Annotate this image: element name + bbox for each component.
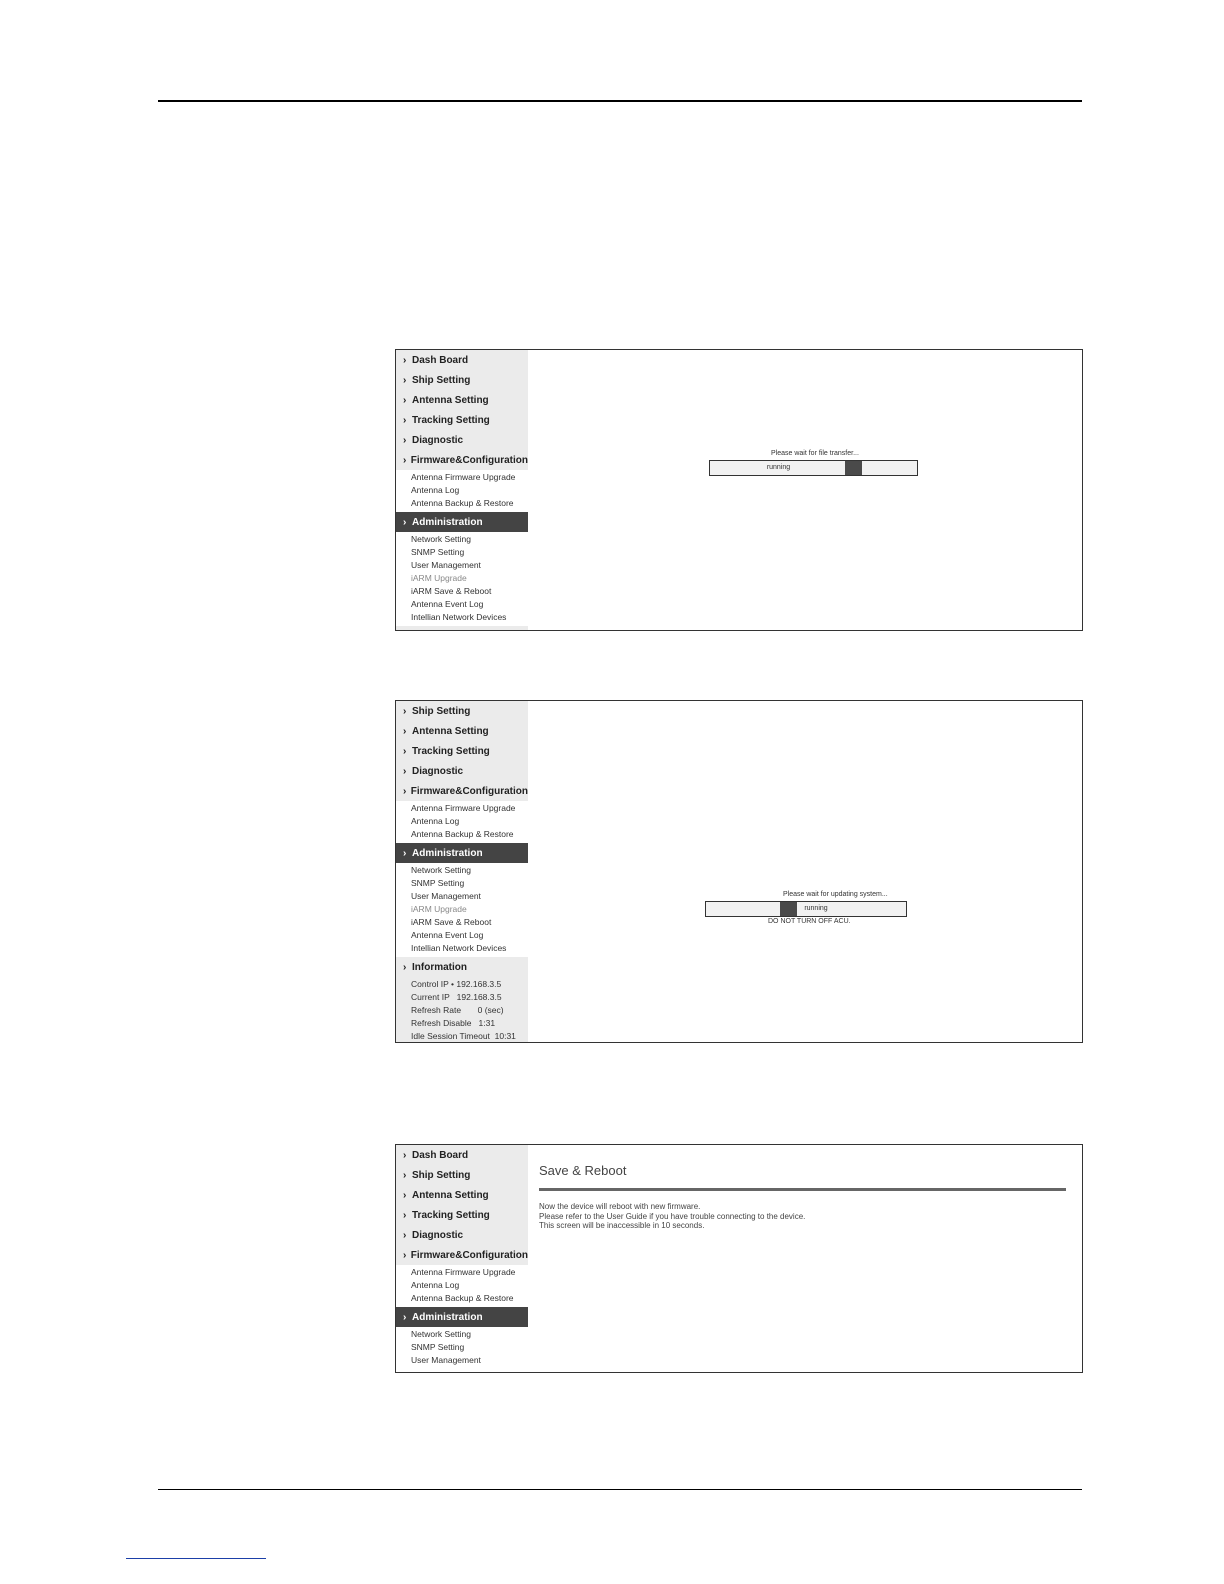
progress-label: running bbox=[766, 464, 791, 471]
submenu-item[interactable]: iARM Save & Reboot bbox=[411, 586, 492, 596]
chevron-right-icon: › bbox=[403, 847, 407, 859]
nav-firmware-configuration[interactable]: › Firmware&Configuration bbox=[396, 450, 528, 470]
firmware-submenu bbox=[396, 470, 528, 512]
submenu-item[interactable]: User Management bbox=[411, 891, 481, 901]
chevron-right-icon: › bbox=[403, 1229, 407, 1241]
chevron-right-icon: › bbox=[403, 434, 407, 446]
nav-administration[interactable]: › Administration bbox=[396, 1307, 528, 1327]
chevron-right-icon: › bbox=[403, 1149, 407, 1161]
chevron-right-icon: › bbox=[403, 1249, 407, 1261]
chevron-right-icon: › bbox=[403, 1189, 407, 1201]
chevron-right-icon: › bbox=[403, 1209, 407, 1221]
chevron-right-icon: › bbox=[403, 354, 407, 366]
info-refresh-disable: Refresh Disable 1:31 bbox=[411, 1018, 496, 1028]
reboot-message bbox=[539, 1202, 805, 1231]
submenu-item[interactable]: SNMP Setting bbox=[411, 878, 465, 888]
nav-tracking-setting[interactable]: › Tracking Setting bbox=[396, 410, 528, 430]
info-refresh-rate: Refresh Rate 0 (sec) bbox=[411, 1005, 504, 1015]
submenu-item[interactable]: Antenna Firmware Upgrade bbox=[411, 803, 516, 813]
info-current-ip: Current IP 192.168.3.5 bbox=[411, 992, 502, 1002]
nav-diagnostic[interactable]: › Diagnostic bbox=[396, 430, 528, 450]
progress-message: Please wait for updating system... bbox=[783, 891, 888, 898]
submenu-item[interactable]: Antenna Backup & Restore bbox=[411, 829, 514, 839]
header-rule bbox=[158, 100, 1082, 102]
nav-administration[interactable]: › Administration bbox=[396, 843, 528, 863]
nav-dashboard[interactable]: › Dash Board bbox=[396, 1145, 528, 1165]
screenshot-save-reboot bbox=[395, 1144, 1083, 1373]
admin-submenu bbox=[396, 1327, 528, 1369]
submenu-item[interactable]: Intellian Network Devices bbox=[411, 612, 507, 622]
submenu-item[interactable]: Network Setting bbox=[411, 865, 471, 875]
sidebar bbox=[396, 701, 528, 1042]
content-area bbox=[528, 701, 1082, 1042]
submenu-item[interactable]: User Management bbox=[411, 560, 481, 570]
information-panel bbox=[396, 977, 528, 1043]
chevron-right-icon: › bbox=[403, 1169, 407, 1181]
nav-diagnostic[interactable]: › Diagnostic bbox=[396, 1225, 528, 1245]
chevron-right-icon: › bbox=[403, 374, 407, 386]
chevron-right-icon: › bbox=[403, 394, 407, 406]
submenu-item[interactable]: Network Setting bbox=[411, 1329, 471, 1339]
content-area bbox=[528, 1145, 1082, 1372]
submenu-item[interactable]: Antenna Backup & Restore bbox=[411, 498, 514, 508]
chevron-right-icon: › bbox=[403, 765, 407, 777]
submenu-item[interactable]: Antenna Log bbox=[411, 816, 460, 826]
chevron-right-icon: › bbox=[403, 961, 407, 973]
content-area bbox=[528, 350, 1082, 630]
submenu-item-iarm-upgrade[interactable]: iARM Upgrade bbox=[411, 573, 467, 583]
submenu-item[interactable]: Antenna Log bbox=[411, 485, 460, 495]
info-idle-session-timeout: Idle Session Timeout 10:31 bbox=[411, 1031, 516, 1041]
submenu-item[interactable]: iARM Save & Reboot bbox=[411, 917, 492, 927]
admin-submenu bbox=[396, 863, 528, 957]
submenu-item[interactable]: Antenna Backup & Restore bbox=[411, 1293, 514, 1303]
chevron-right-icon: › bbox=[403, 725, 407, 737]
info-control-ip: Control IP • 192.168.3.5 bbox=[411, 979, 502, 989]
chevron-right-icon: › bbox=[403, 745, 407, 757]
chevron-right-icon: › bbox=[403, 1311, 407, 1323]
warning-text: DO NOT TURN OFF ACU. bbox=[768, 918, 851, 925]
submenu-item[interactable]: Intellian Network Devices bbox=[411, 943, 507, 953]
nav-antenna-setting[interactable]: › Antenna Setting bbox=[396, 1185, 528, 1205]
nav-firmware-configuration[interactable]: › Firmware&Configuration bbox=[396, 1245, 528, 1265]
firmware-submenu bbox=[396, 1265, 528, 1307]
submenu-item[interactable]: Network Setting bbox=[411, 534, 471, 544]
screenshot-updating-system bbox=[395, 700, 1083, 1043]
message-line: This screen will be inaccessible in 10 seconds. bbox=[539, 1221, 705, 1230]
progress-label: running bbox=[804, 905, 828, 912]
footer-rule bbox=[158, 1489, 1082, 1490]
submenu-item-iarm-upgrade[interactable]: iARM Upgrade bbox=[411, 904, 467, 914]
message-line: Now the device will reboot with new firmware. bbox=[539, 1202, 701, 1211]
nav-dashboard[interactable]: › Dash Board bbox=[396, 350, 528, 370]
chevron-right-icon: › bbox=[403, 516, 407, 528]
footer-link-underline bbox=[126, 1558, 266, 1559]
submenu-item[interactable]: Antenna Log bbox=[411, 1280, 460, 1290]
submenu-item[interactable]: SNMP Setting bbox=[411, 1342, 465, 1352]
chevron-right-icon: › bbox=[403, 454, 407, 466]
submenu-item[interactable]: Antenna Event Log bbox=[411, 599, 484, 609]
progress-message: Please wait for file transfer... bbox=[771, 450, 859, 457]
progress-bar-fill bbox=[845, 461, 862, 475]
submenu-item[interactable]: User Management bbox=[411, 1355, 481, 1365]
nav-information[interactable]: › Information bbox=[396, 957, 528, 977]
nav-tracking-setting[interactable]: › Tracking Setting bbox=[396, 741, 528, 761]
nav-administration[interactable]: › Administration bbox=[396, 512, 528, 532]
chevron-right-icon: › bbox=[403, 414, 407, 426]
admin-submenu bbox=[396, 532, 528, 626]
submenu-item[interactable]: Antenna Firmware Upgrade bbox=[411, 1267, 516, 1277]
nav-firmware-configuration[interactable]: › Firmware&Configuration bbox=[396, 781, 528, 801]
progress-bar bbox=[709, 460, 918, 476]
sidebar bbox=[396, 350, 528, 630]
title-divider bbox=[539, 1188, 1066, 1191]
firmware-submenu bbox=[396, 801, 528, 843]
message-line: Please refer to the User Guide if you have trouble connecting to the device. bbox=[539, 1211, 806, 1221]
nav-ship-setting[interactable]: › Ship Setting bbox=[396, 1165, 528, 1185]
nav-ship-setting[interactable]: › Ship Setting bbox=[396, 701, 528, 721]
nav-antenna-setting[interactable]: › Antenna Setting bbox=[396, 721, 528, 741]
nav-antenna-setting[interactable]: › Antenna Setting bbox=[396, 390, 528, 410]
chevron-right-icon: › bbox=[403, 705, 407, 717]
submenu-item[interactable]: SNMP Setting bbox=[411, 547, 465, 557]
nav-tracking-setting[interactable]: › Tracking Setting bbox=[396, 1205, 528, 1225]
page-title: Save & Reboot bbox=[539, 1163, 627, 1178]
progress-bar bbox=[705, 901, 907, 917]
submenu-item[interactable]: Antenna Event Log bbox=[411, 930, 484, 940]
chevron-right-icon: › bbox=[403, 785, 407, 797]
screenshot-file-transfer bbox=[395, 349, 1083, 631]
nav-diagnostic[interactable]: › Diagnostic bbox=[396, 761, 528, 781]
nav-ship-setting[interactable]: › Ship Setting bbox=[396, 370, 528, 390]
submenu-item[interactable]: Antenna Firmware Upgrade bbox=[411, 472, 516, 482]
sidebar bbox=[396, 1145, 528, 1372]
